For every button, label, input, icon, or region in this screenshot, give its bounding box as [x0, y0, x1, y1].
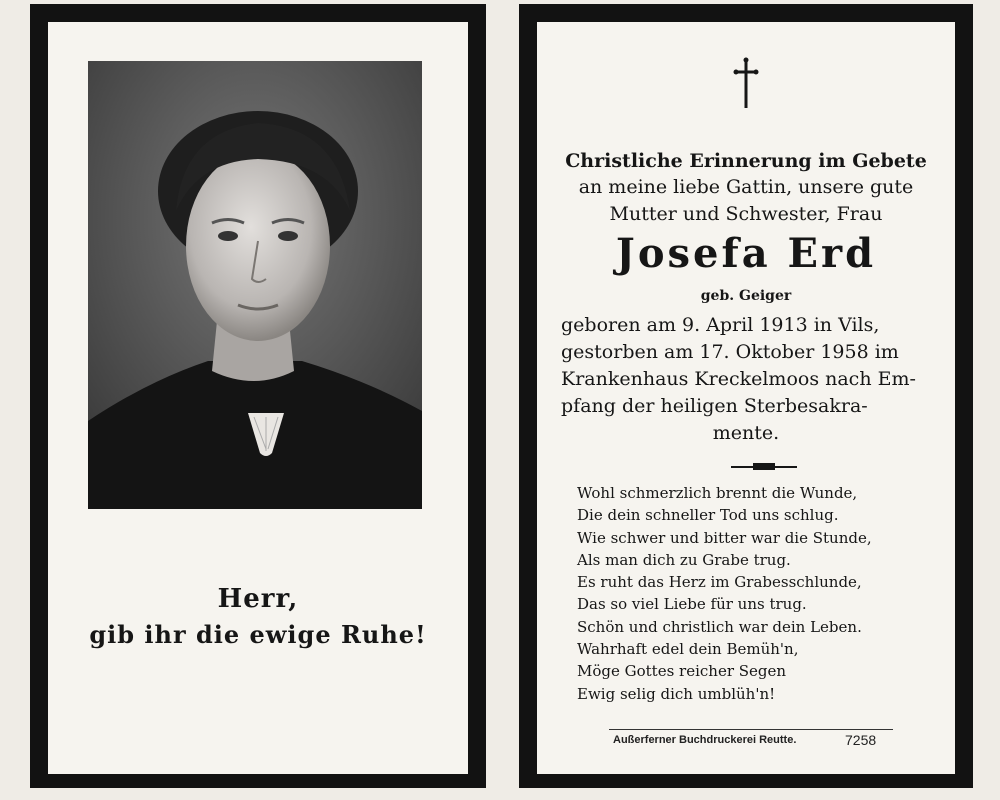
bio-line: mente.: [712, 422, 780, 444]
memorial-poem: [577, 482, 937, 705]
poem-line: Wahrhaft edel dein Bemüh'n,: [577, 640, 799, 659]
bio-line: geboren am 9. April 1913 in Vils,: [561, 314, 880, 336]
right-panel: [537, 22, 955, 774]
left-panel: [48, 22, 468, 774]
intro-line-1: an meine liebe Gattin, unsere gute: [578, 176, 914, 198]
portrait-image: [88, 61, 422, 509]
poem-line: Das so viel Liebe für uns trug.: [577, 595, 807, 614]
bio-line: gestorben am 17. Oktober 1958 im: [561, 341, 899, 363]
cross-icon: [731, 56, 761, 110]
prayer-line-1: Herr,: [217, 584, 299, 614]
intro-line-2: Mutter und Schwester, Frau: [609, 203, 883, 225]
prayer-line-2: gib ihr die ewige Ruhe!: [89, 620, 427, 649]
memorial-heading: Christliche Erinnerung im Gebete: [565, 150, 927, 172]
poem-line: Möge Gottes reicher Segen: [577, 662, 787, 681]
poem-line: Ewig selig dich umblüh'n!: [577, 684, 776, 703]
deceased-name: Josefa Erd: [615, 230, 877, 277]
poem-line: Als man dich zu Grabe trug.: [577, 550, 791, 569]
poem-line: Wie schwer und bitter war die Stunde,: [577, 528, 872, 547]
footer-rule: [609, 729, 893, 730]
divider-center-mark: [753, 463, 775, 470]
right-card: [519, 4, 973, 788]
poem-line: Es ruht das Herz im Grabesschlunde,: [577, 573, 862, 592]
print-number: 7258: [845, 732, 877, 748]
printer-credit: Außerferner Buchdruckerei Reutte.: [613, 734, 797, 746]
left-card: [30, 4, 486, 788]
bio-line: Krankenhaus Kreckelmoos nach Em-: [561, 368, 916, 390]
portrait-photo: [88, 61, 422, 509]
poem-line: Wohl schmerzlich brennt die Wunde,: [577, 484, 858, 502]
poem-line: Die dein schneller Tod uns schlug.: [577, 506, 839, 525]
bio-line: pfang der heiligen Sterbesakra-: [561, 395, 868, 417]
maiden-name: geb. Geiger: [700, 288, 792, 304]
poem-line: Schön und christlich war dein Leben.: [577, 617, 862, 636]
